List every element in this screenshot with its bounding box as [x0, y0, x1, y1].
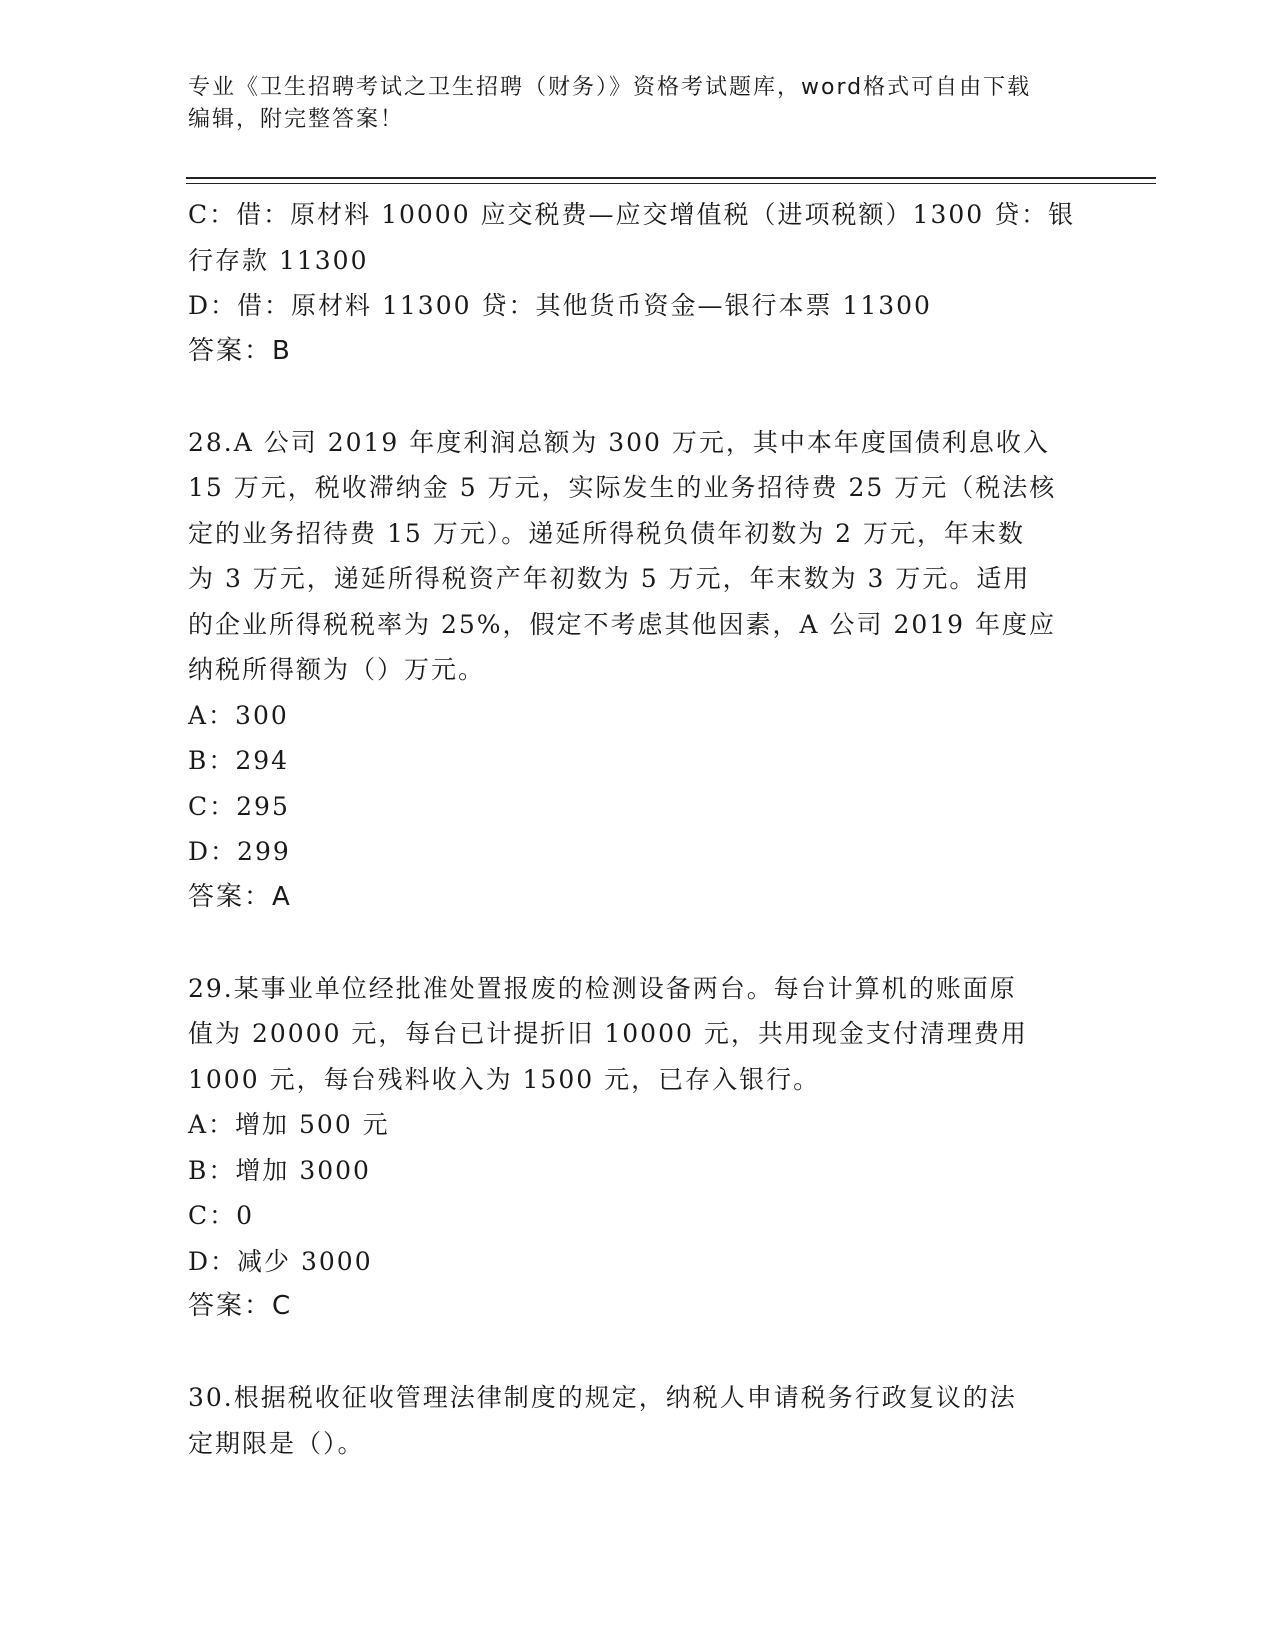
option-b: B：增加 3000 — [188, 1155, 371, 1185]
question-text-line: 30.根据税收征收管理法律制度的规定，纳税人申请税务行政复议的法 — [188, 1383, 1017, 1412]
question-text-line: 值为 20000 元，每台已计提折旧 10000 元，共用现金支付清理费用 — [188, 1019, 1028, 1048]
question-text-line: 为 3 万元，递延所得税资产年初数为 5 万元，年末数为 3 万元。适用 — [188, 564, 1031, 593]
question-text-line: 定的业务招待费 15 万元）。递延所得税负债年初数为 2 万元，年末数 — [188, 518, 1026, 548]
question-29 — [188, 966, 1088, 1330]
question-text-line: 29.某事业单位经批准处置报废的检测设备两台。每台计算机的账面原 — [188, 973, 1017, 1003]
option-b: B：294 — [188, 746, 290, 775]
answer-label: 答案：B — [188, 335, 292, 366]
header-divider-thick — [186, 177, 1156, 179]
option-c-line-1: C：借：原材料 10000 应交税费—应交增值税（进项税额）1300 贷：银 — [188, 200, 1076, 229]
question-text-line: 15 万元，税收滞纳金 5 万元，实际发生的业务招待费 25 万元（税法核 — [188, 473, 1057, 502]
option-c: C：0 — [188, 1201, 255, 1230]
option-a: A：增加 500 元 — [188, 1110, 390, 1139]
question-text-line: 1000 元，每台残料收入为 1500 元，已存入银行。 — [188, 1064, 821, 1094]
option-d: D：减少 3000 — [188, 1246, 373, 1276]
spacer — [188, 1330, 1088, 1376]
question-text-line: 的企业所得税税率为 25%，假定不考虑其他因素，A 公司 2019 年度应 — [188, 609, 1057, 639]
option-c: C：295 — [188, 791, 290, 821]
question-content — [188, 192, 1088, 1466]
question-text-line: 定期限是（）。 — [188, 1428, 365, 1458]
header-line-2: 编辑，附完整答案！ — [188, 107, 405, 132]
previous-question-tail — [188, 192, 1088, 374]
option-d: D：借：原材料 11300 贷：其他货币资金—银行本票 11300 — [188, 291, 932, 320]
option-a: A：300 — [188, 700, 289, 730]
option-c-line-2: 行存款 11300 — [188, 245, 369, 275]
answer-label: 答案：A — [188, 881, 292, 912]
spacer — [188, 374, 1088, 420]
question-text-line: 纳税所得额为（）万元。 — [188, 655, 486, 684]
answer-label: 答案：C — [188, 1291, 293, 1321]
header-divider-thin — [186, 183, 1156, 184]
question-28 — [188, 420, 1088, 921]
document-header — [188, 72, 1068, 136]
question-text-line: 28.A 公司 2019 年度利润总额为 300 万元，其中本年度国债利息收入 — [188, 427, 1050, 457]
header-line-1: 专业《卫生招聘考试之卫生招聘（财务）》资格考试题库，word格式可自由下载 — [188, 75, 1032, 100]
spacer — [188, 920, 1088, 966]
question-30 — [188, 1375, 1088, 1466]
option-d: D：299 — [188, 837, 291, 866]
